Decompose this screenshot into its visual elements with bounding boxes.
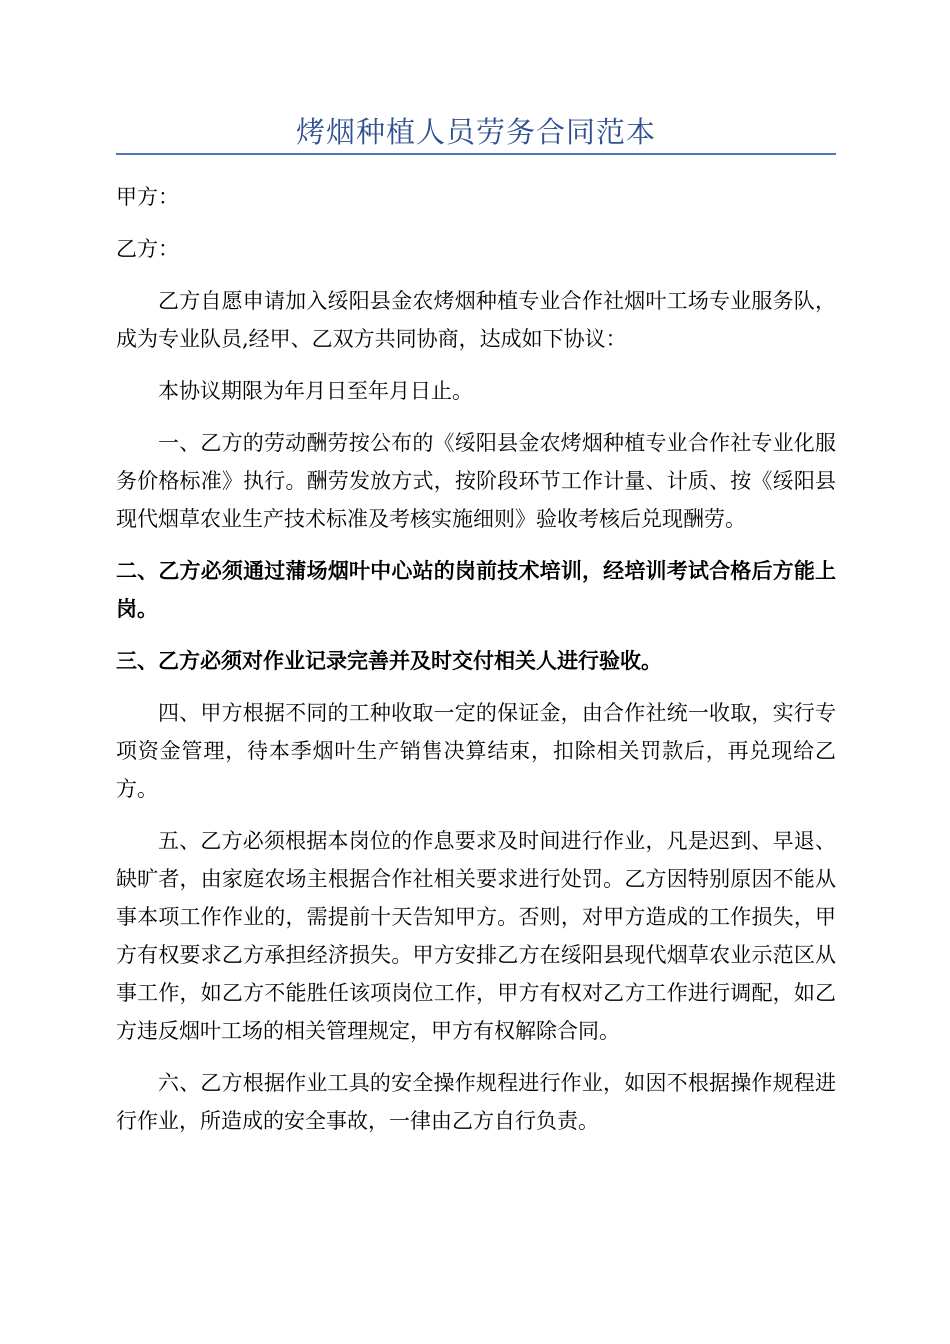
party-a-line: 甲方： — [116, 185, 179, 209]
party-b-line: 乙方： — [116, 237, 179, 261]
clause-4-paragraph: 四、甲方根据不同的工种收取一定的保证金，由合作社统一收取，实行专项资金管理，待本季烟叶生产销售决算结束，扣除相关罚款后，再兑现给乙方。 — [116, 701, 836, 801]
document-body — [116, 178, 836, 1154]
clause-6-paragraph: 六、乙方根据作业工具的安全操作规程进行作业，如因不根据操作规程进行作业，所造成的安全事故，一律由乙方自行负责。 — [116, 1071, 836, 1133]
clause-2-paragraph: 二、乙方必须通过蒲场烟叶中心站的岗前技术培训，经培训考试合格后方能上岗。 — [116, 558, 836, 621]
intro-paragraph: 乙方自愿申请加入绥阳县金农烤烟种植专业合作社烟叶工场专业服务队，成为专业队员,经甲、乙双方共同协商，达成如下协议： — [116, 289, 836, 351]
title-underline — [116, 153, 836, 155]
clause-1-paragraph: 一、乙方的劳动酬劳按公布的《绥阳县金农烤烟种植专业合作社专业化服务价格标准》执行。酬劳发放方式，按阶段环节工作计量、计质、按《绥阳县现代烟草农业生产技术标准及考核实施细则》验收考核后兑现酬劳。 — [116, 431, 836, 531]
document-title: 烤烟种植人员劳务合同范本 — [295, 115, 656, 149]
clause-5-paragraph: 五、乙方必须根据本岗位的作息要求及时间进行作业，凡是迟到、早退、缺旷者，由家庭农场主根据合作社相关要求进行处罚。乙方因特别原因不能从事本项工作作业的，需提前十天告知甲方。否则，对甲方造成的工作损失，甲方有权要求乙方承担经济损失。甲方安排乙方在绥阳县现代烟草农业示范区从事工作，如乙方不能胜任该项岗位工作，甲方有权对乙方工作进行调配，如乙方违反烟叶工场的相关管理规定，甲方有权解除合同。 — [116, 829, 836, 1043]
clause-3-paragraph: 三、乙方必须对作业记录完善并及时交付相关人进行验收。 — [116, 648, 662, 673]
term-paragraph: 本协议期限为年月日至年月日止。 — [158, 379, 473, 403]
